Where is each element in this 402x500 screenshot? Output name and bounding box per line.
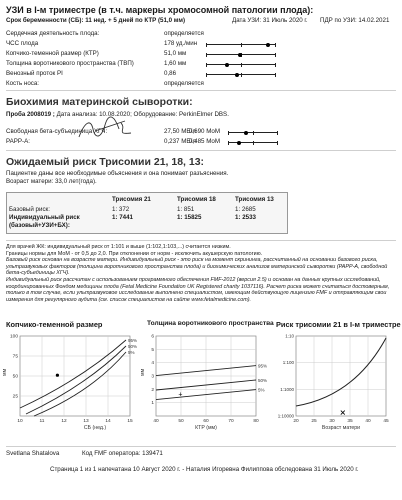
range-marker <box>235 73 239 77</box>
range-marker <box>237 141 241 145</box>
x-tick-label: 12 <box>61 419 67 424</box>
range-marker <box>244 131 248 135</box>
x-tick-label: 50 <box>178 419 184 424</box>
y-tick-label: 2 <box>151 387 154 393</box>
range-marker <box>238 53 242 57</box>
y-tick-label: 1:100 <box>282 360 294 366</box>
risk-base: 1: 2685 <box>235 206 256 213</box>
x-tick-label: 70 <box>228 419 234 424</box>
y-tick-label: 4 <box>151 361 154 367</box>
divider <box>6 240 396 241</box>
risk-individual: 1: 7441 <box>112 214 133 221</box>
us-value: 178 уд./мин <box>164 40 198 47</box>
biochem-mom: 0,690 МоМ <box>189 128 221 135</box>
range-bar <box>206 54 276 55</box>
percentile-label: 50% <box>258 378 268 383</box>
divider <box>6 446 396 447</box>
chart-title: Копчико-теменной размер <box>6 320 103 329</box>
edd: ПДР по УЗИ: 14.02.2021 <box>320 17 390 24</box>
x-tick-label: 13 <box>83 419 89 424</box>
us-label: Венозный проток PI <box>6 70 63 77</box>
report-title: УЗИ в I-м триместре (в т.ч. маркеры хромосомной патологии плода): <box>6 5 314 15</box>
chart-title: Толщина воротникового пространства <box>147 320 274 327</box>
biochem-date: Дата анализа: 10.08.2020; <box>56 111 132 118</box>
risk-row-label: Базовый риск: <box>9 206 50 213</box>
y-tick-label: 1 <box>151 401 154 407</box>
biochem-label: PAPP-A: <box>6 138 30 145</box>
us-label: Копчико-теменной размер (КТР) <box>6 50 99 57</box>
y-axis-label: мм <box>2 368 8 376</box>
x-tick-label: 35 <box>347 419 353 424</box>
divider <box>6 150 396 151</box>
y-tick-label: 100 <box>9 334 18 340</box>
fmf-code: Код FMF оператора: 139471 <box>82 450 163 457</box>
risk-base: 1: 851 <box>177 206 195 213</box>
percentile-label: 95% <box>258 363 268 369</box>
range-bar <box>206 64 276 65</box>
note-low-risk: Для врачей ЖК: индивидуальный риск от 1:101 и выше (1:102,1:103,...) считается низким. <box>6 244 231 250</box>
x-tick-label: 11 <box>39 419 45 424</box>
notes-block <box>6 244 398 303</box>
range-bar <box>228 142 278 143</box>
y-tick-label: 25 <box>12 394 18 400</box>
risk-col-header: Трисомия 18 <box>177 196 216 203</box>
biochem-sample: Проба 2008019 ; <box>6 111 55 118</box>
percentile-label: 5% <box>128 350 135 355</box>
risk-title: Ожидаемый риск Трисомии 21, 18, 13: <box>6 156 205 168</box>
operator-name: Svetlana Shatalova <box>6 450 60 457</box>
x-tick-label: 25 <box>311 419 317 424</box>
biochem-title: Биохимия материнской сыворотки: <box>6 96 193 108</box>
us-date: Дата УЗИ: 31 Июль 2020 г. <box>232 17 308 24</box>
charts-canvas <box>0 330 402 435</box>
x-tick-label: 14 <box>105 419 111 424</box>
risk-row-label: Индивидуальный риск <box>9 214 80 221</box>
us-label: Сердечная деятельность плода: <box>6 30 100 37</box>
nt-chart <box>140 334 267 432</box>
gestation-line: Срок беременности (СБ): 11 нед. + 5 дней по КТР (51,0 мм) <box>6 17 186 24</box>
us-value: 1,60 мм <box>164 60 187 67</box>
risk-note: Пациентке даны все необходимые объяснения и она понимает разъяснения. <box>6 170 229 177</box>
x-tick-label: 10 <box>17 419 23 424</box>
us-value: 51,0 мм <box>164 50 187 57</box>
plot-area <box>296 336 386 416</box>
y-tick-label: 75 <box>12 354 18 360</box>
y-tick-label: 5 <box>151 347 154 353</box>
note-fmf: Индивидуальный риск рассчитан с использованием программного обеспечения FMF-2012 (версия 2.5) и основан на данных крупных исследований, координированных Фондом медицины плода (Fetal Medicine Foundation UK Registered charity 1037116). Расчет риска может считаться достоверным, только в том случае, если ультразвуковое исследование выполнено специалистом, имеющим действующую лицензию FMF и отправляющим свои измерения для регулярного аудита (см. список специалистов на сайте www.fetalmedicine.com). <box>6 276 390 303</box>
note-mom-range: Границы нормы для МоМ - от 0,5 до 2,0. При отклонении от норм - исключить акушерскую патологию. <box>6 250 263 257</box>
percentile-label: 5% <box>258 387 265 393</box>
biochem-value: 27,50 МЕ/л <box>164 128 196 135</box>
y-tick-label: 1:10000 <box>277 413 294 419</box>
x-tick-label: 60 <box>203 419 209 424</box>
x-tick-label: 30 <box>329 419 335 424</box>
risk-table <box>6 192 288 234</box>
percentile-label: 50% <box>128 344 138 349</box>
range-marker <box>266 43 270 47</box>
risk-col-header: Трисомия 21 <box>112 196 151 203</box>
us-value: определяется <box>164 80 204 87</box>
x-tick-label: 40 <box>365 419 371 424</box>
divider <box>6 90 396 91</box>
x-tick-label: 15 <box>127 419 133 424</box>
y-tick-label: 1:10 <box>285 333 294 339</box>
y-tick-label: 1:1000 <box>280 386 294 392</box>
biochem-label: Свободная бета-субъединица ХГЧ: <box>6 128 108 135</box>
risk-col-header: Трисомия 13 <box>235 196 274 203</box>
range-bar <box>228 132 278 133</box>
biochem-equipment: Оборудование: PerkinElmer DBS. <box>133 111 229 118</box>
signature <box>75 115 135 143</box>
patient-point: + <box>178 391 183 399</box>
us-value: 0,86 <box>164 70 177 77</box>
us-value: определяется <box>164 30 204 37</box>
x-tick-label: 80 <box>253 419 259 424</box>
risk-age: Возраст матери: 33,0 лет(года). <box>6 178 97 185</box>
range-bar <box>206 44 276 45</box>
risk-base: 1: 372 <box>112 206 130 213</box>
x-axis-label: Возраст матери <box>321 425 361 431</box>
biochem-mom: 0,485 МоМ <box>189 138 221 145</box>
x-tick-label: 40 <box>153 419 159 424</box>
note-basis: Базовый риск основан на возрасте матери. Индивидуальный риск - это риск на момент скрининга, рассчитанный на основании базового риска, ультразвуковых факторов (толщина воротникового пространства плода) и биохимических анализов материнской сыворотки (PAPP-A, свободной бета-субъединицы ХГЧ). <box>6 257 388 277</box>
x-axis-label: СБ (нед.) <box>83 425 107 431</box>
y-tick-label: 3 <box>151 374 154 380</box>
crl-chart <box>2 334 137 432</box>
chart-title: Риск трисомии 21 в I-м триместре <box>276 320 401 329</box>
percentile-label: 95% <box>128 338 138 343</box>
range-bar <box>206 74 276 75</box>
us-label: Кость носа: <box>6 80 40 87</box>
y-axis-label: мм <box>140 368 146 376</box>
patient-point <box>56 374 59 377</box>
x-axis-label: КТР (мм) <box>195 425 217 431</box>
risk-individual: 1: 15825 <box>177 214 202 221</box>
y-tick-label: 50 <box>12 374 18 380</box>
risk-row-label: (базовый+УЗИ+БХ): <box>9 222 70 229</box>
page-line: Страница 1 из 1 напечатана 10 Август 2020 г. - Наталия Игоревна Филиппова обследована 31 Июль 2020 г. <box>50 466 359 473</box>
y-tick-label: 6 <box>151 334 154 340</box>
t21-risk-chart <box>278 334 389 432</box>
x-tick-label: 20 <box>293 419 299 424</box>
range-marker <box>225 63 229 67</box>
us-label: Толщина воротникового пространства (ТВП) <box>6 60 134 67</box>
biochem-value: 0,237 МЕ/л <box>164 138 196 145</box>
risk-individual: 1: 2533 <box>235 214 256 221</box>
us-label: ЧСС плода <box>6 40 39 47</box>
x-tick-label: 45 <box>383 419 389 424</box>
